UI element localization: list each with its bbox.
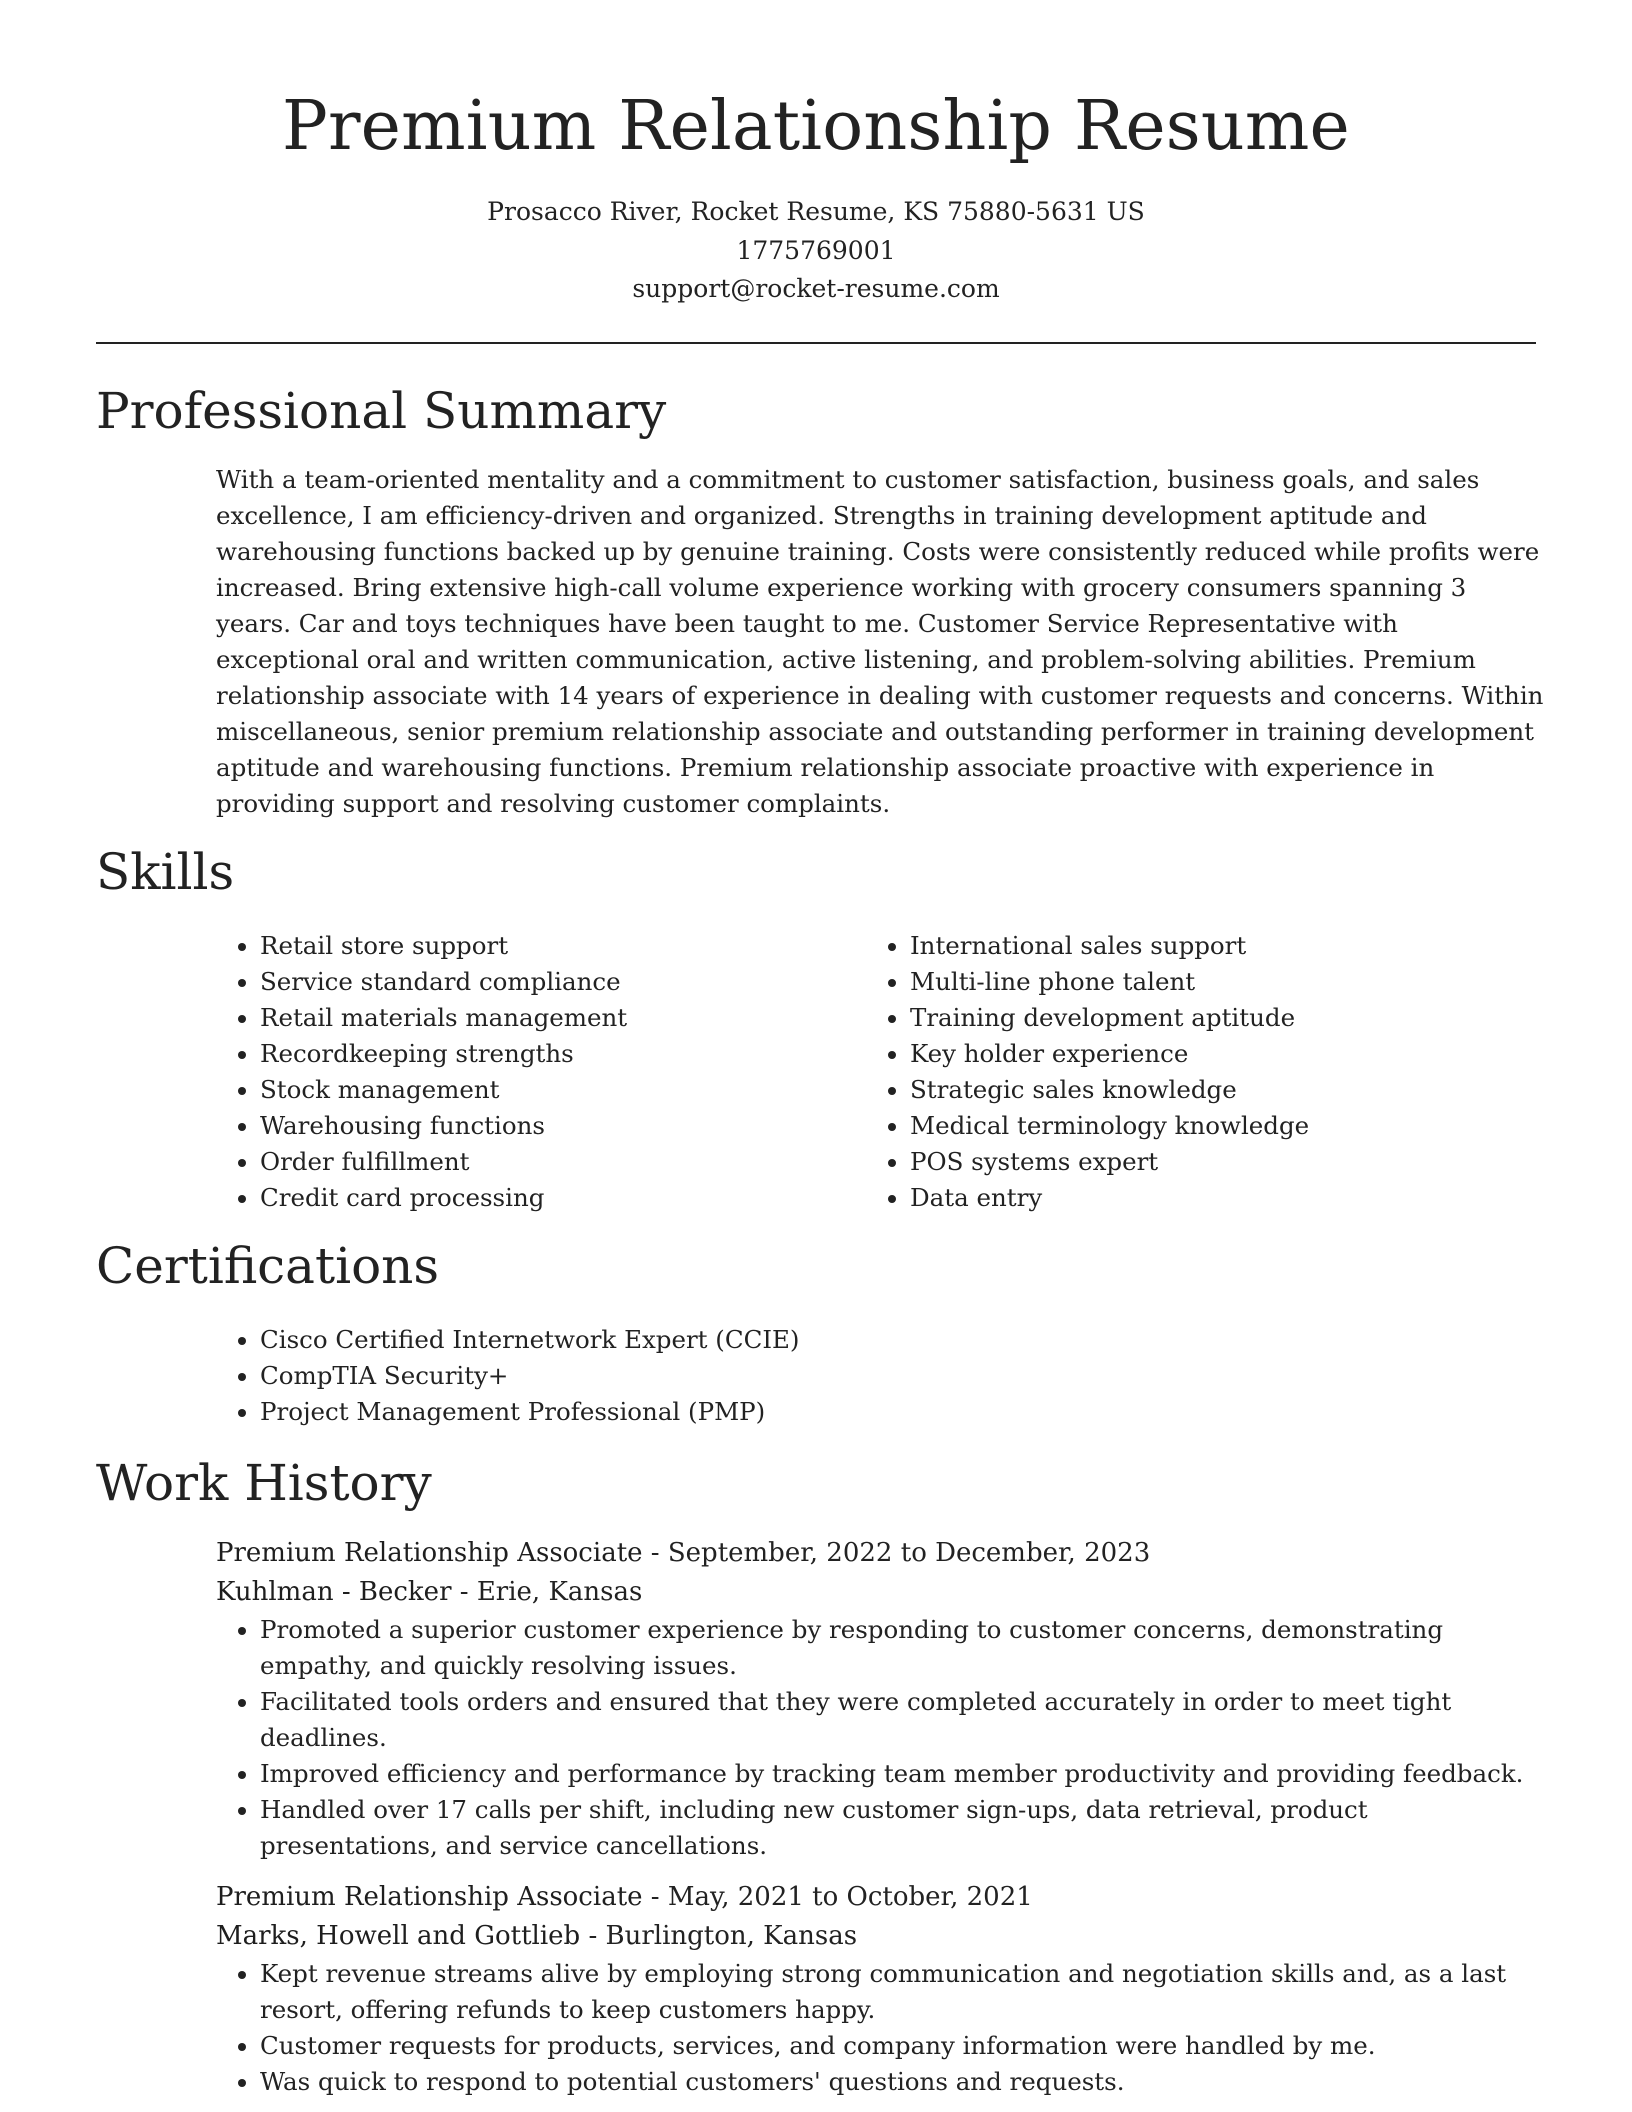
skill-item: • Data entry (910, 1180, 1466, 1216)
job-bullets (216, 1956, 1546, 2100)
job-company-line (216, 1573, 1546, 1612)
certification-item: • Cisco Certified Internetwork Expert (CCIE) (260, 1322, 1416, 1358)
contact-info (0, 193, 1632, 309)
job-entry (216, 1534, 1546, 1864)
summary-text: With a team-oriented mentality and a commitment to customer satisfaction, business goals, and sales excellence, I am efficiency-driven and organized. Strengths in training development aptitude and warehousing functions backed up by genuine training. Costs were consistently reduced while profits were increased. Bring extensive high-call volume experience working with grocery consumers spanning 3 years. Car and toys techniques have been taught to me. Customer Service Representative with exceptional oral and written communication, active listening, and problem-solving abilities. Premium relationship associate with 14 years of experience in dealing with customer requests and concerns. Within miscellaneous, senior premium relationship associate and outstanding performer in training development aptitude and warehousing functions. Premium relationship associate proactive with experience in providing support and resolving customer complaints. (216, 465, 1544, 818)
skill-item: • Credit card processing (260, 1180, 816, 1216)
job-bullets (216, 1612, 1546, 1864)
resume-title: Premium Relationship Resume (282, 87, 1350, 166)
job-bullet: • Facilitated tools orders and ensured that they were completed accurately in order to meet tight deadlines. (260, 1684, 1546, 1756)
skill-item: • Retail store support (260, 928, 816, 964)
job-company-line (216, 1917, 1546, 1956)
certification-item: • Project Management Professional (PMP) (260, 1394, 1416, 1430)
job-bullet: • Promoted a superior customer experience by responding to customer concerns, demonstrating empathy, and quickly resolving issues. (260, 1612, 1546, 1684)
job-title-line (216, 1534, 1546, 1573)
certifications-list (216, 1322, 1416, 1430)
job-title: Premium Relationship Associate (216, 1882, 643, 1912)
job-title-line (216, 1878, 1546, 1917)
skill-item: • Order fulfillment (260, 1144, 816, 1180)
skill-item: • Multi-line phone talent (910, 964, 1466, 1000)
work-history-heading: Work History (96, 1454, 432, 1512)
job-bullet: • Improved efficiency and performance by tracking team member productivity and providing feedback. (260, 1756, 1546, 1792)
skill-item: • POS systems expert (910, 1144, 1466, 1180)
job-bullet: • Customer requests for products, services, and company information were handled by me. (260, 2028, 1546, 2064)
certification-item: • CompTIA Security+ (260, 1358, 1416, 1394)
job-entry (216, 1878, 1546, 2100)
job-title: Premium Relationship Associate (216, 1538, 643, 1568)
job-bullet: • Handled over 17 calls per shift, including new customer sign-ups, data retrieval, product presentations, and service cancellations. (260, 1792, 1546, 1864)
certifications-heading: Certifications (96, 1237, 440, 1295)
header-divider (96, 342, 1536, 344)
skill-item: • Strategic sales knowledge (910, 1072, 1466, 1108)
job-company: Marks, Howell and Gottlieb (216, 1921, 581, 1951)
job-company: Kuhlman - Becker (216, 1577, 452, 1607)
skill-item: • Warehousing functions (260, 1108, 816, 1144)
summary-heading: Professional Summary (96, 382, 667, 440)
skills-column-left (216, 928, 816, 1216)
skill-item: • Stock management (260, 1072, 816, 1108)
job-dates: - May, 2021 to October, 2021 (642, 1882, 1033, 1912)
skill-item: • Medical terminology knowledge (910, 1108, 1466, 1144)
skill-item: • Training development aptitude (910, 1000, 1466, 1036)
address: Prosacco River, Rocket Resume, KS 75880-5631 US (487, 197, 1145, 226)
skill-item: • Key holder experience (910, 1036, 1466, 1072)
phone: 1775769001 (736, 235, 896, 265)
skill-item: • International sales support (910, 928, 1466, 964)
job-location: - Erie, Kansas (451, 1577, 643, 1607)
job-dates: - September, 2022 to December, 2023 (642, 1538, 1151, 1568)
job-location: - Burlington, Kansas (580, 1921, 858, 1951)
skills-heading: Skills (96, 843, 235, 901)
skill-item: • Recordkeeping strengths (260, 1036, 816, 1072)
skill-item: • Service standard compliance (260, 964, 816, 1000)
email: support@rocket-resume.com (632, 274, 1000, 303)
skill-item: • Retail materials management (260, 1000, 816, 1036)
job-bullet: • Was quick to respond to potential customers' questions and requests. (260, 2064, 1546, 2100)
job-bullet: • Kept revenue streams alive by employing strong communication and negotiation skills and, as a last resort, offering refunds to keep customers happy. (260, 1956, 1546, 2028)
skills-column-right (866, 928, 1466, 1216)
